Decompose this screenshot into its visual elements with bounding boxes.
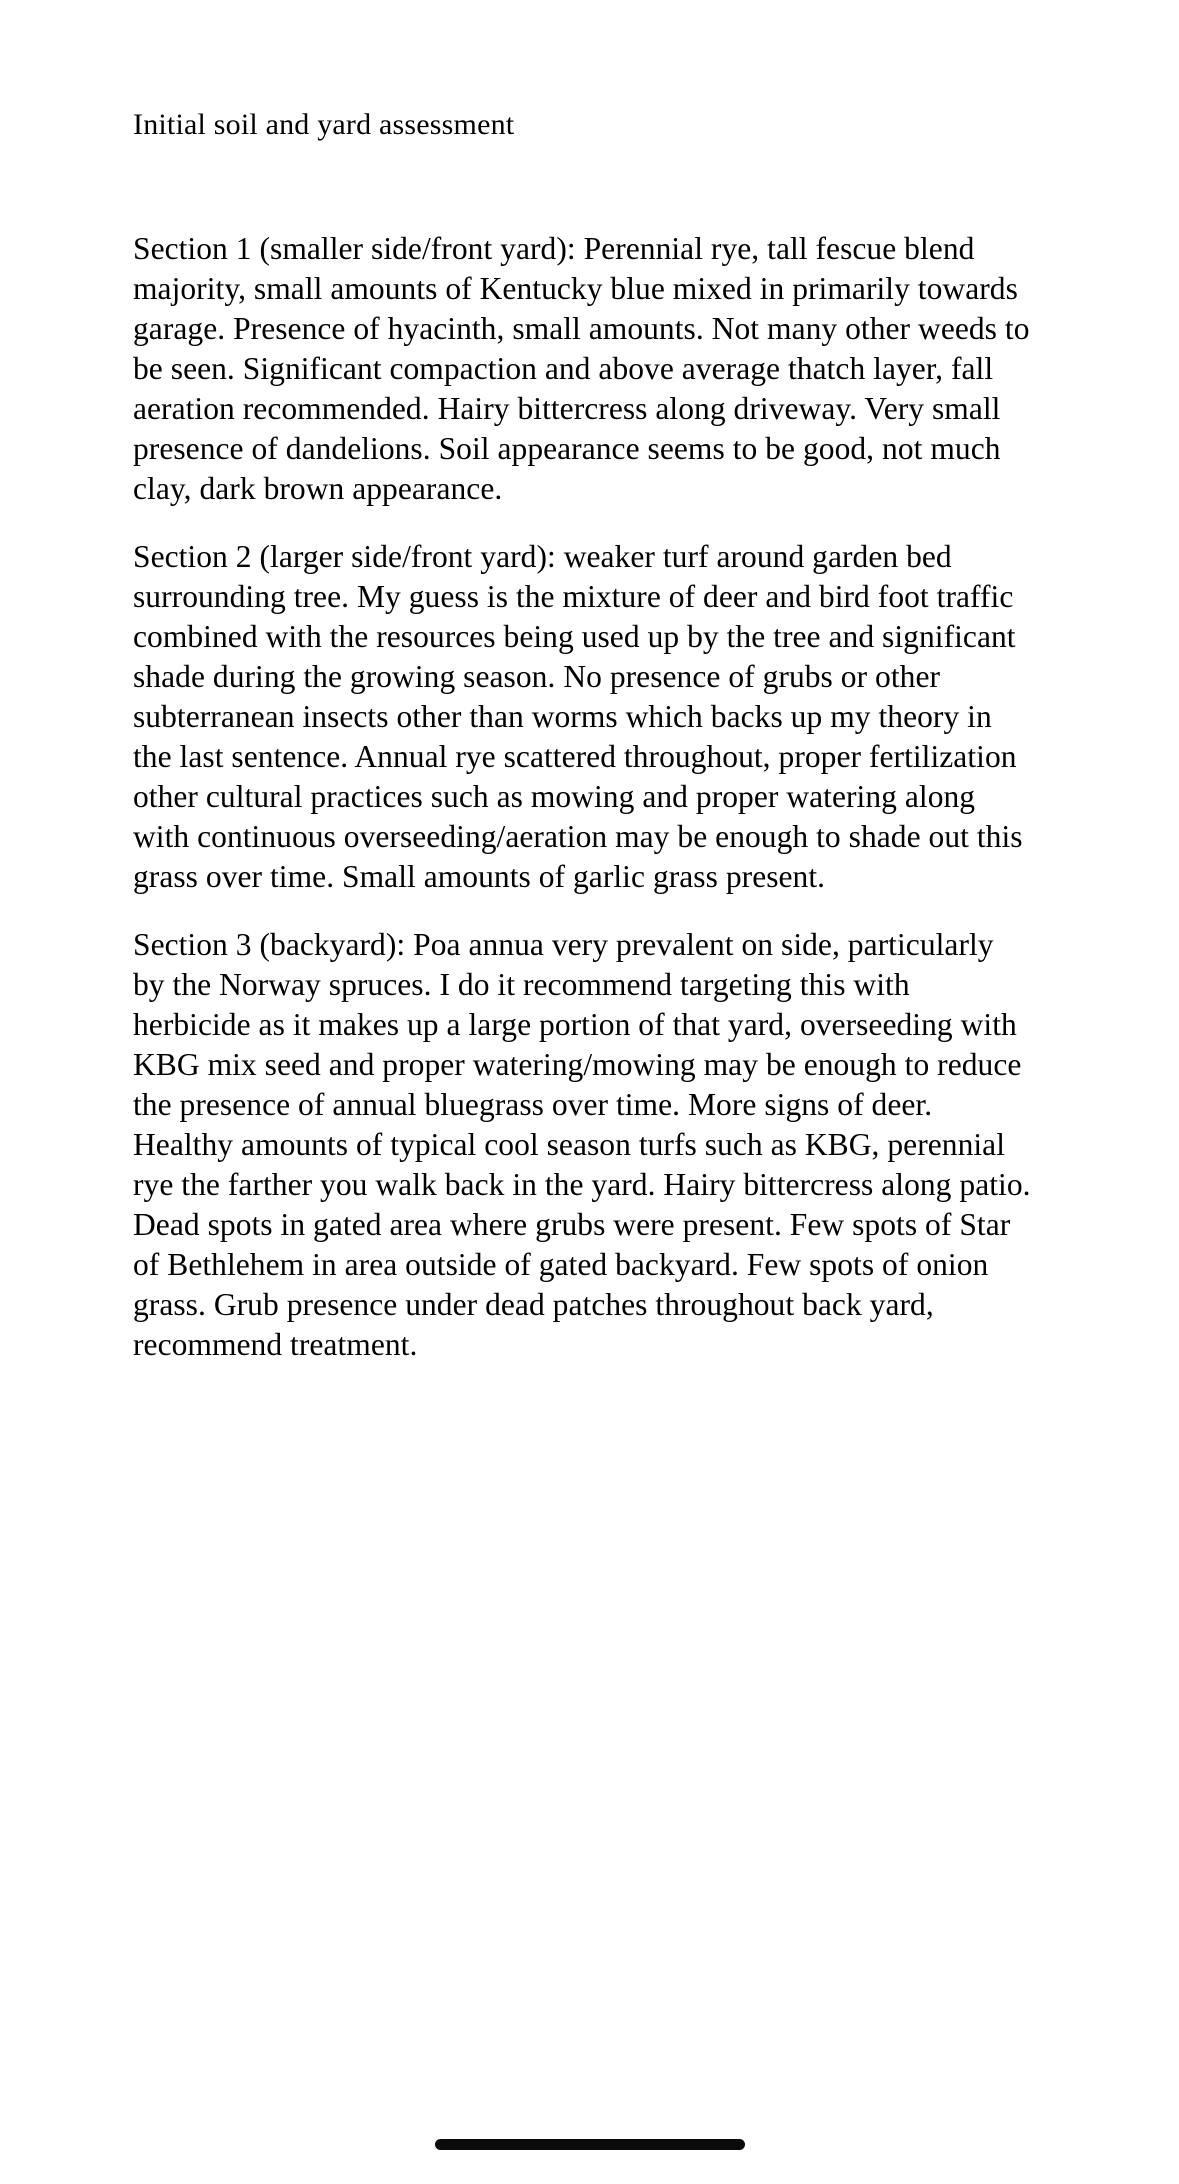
paragraph-section-2: Section 2 (larger side/front yard): weaker turf around garden bed surrounding tree. My guess is the mixture of deer and bird foot traffic combined with the resources being used up by the tree and significant shade during the growing season. No presence of grubs or other subterranean insects other than worms which backs up my theory in the last sentence. Annual rye scattered throughout, proper fertilization other cultural practices such as mowing and proper watering along with continuous overseeding/aeration may be enough to shade out this grass over time. Small amounts of garlic grass present.: [133, 539, 1023, 894]
document-body: [133, 105, 1033, 1365]
home-indicator[interactable]: [435, 2139, 745, 2150]
paragraph-section-3: Section 3 (backyard): Poa annua very prevalent on side, particularly by the Norway spruces. I do it recommend targeting this with herbicide as it makes up a large portion of that yard, overseeding with KBG mix seed and proper watering/mowing may be enough to reduce the presence of annual bluegrass over time. More signs of deer. Healthy amounts of typical cool season turfs such as KBG, perennial rye the farther you walk back in the yard. Hairy bittercress along patio. Dead spots in gated area where grubs were present. Few spots of Star of Bethlehem in area outside of gated backyard. Few spots of onion grass. Grub presence under dead patches throughout back yard, recommend treatment.: [133, 927, 1031, 1362]
page-title: Initial soil and yard assessment: [133, 108, 515, 141]
paragraph-section-1: Section 1 (smaller side/front yard): Perennial rye, tall fescue blend majority, small amounts of Kentucky blue mixed in primarily towards garage. Presence of hyacinth, small amounts. Not many other weeds to be seen. Significant compaction and above average thatch layer, fall aeration recommended. Hairy bittercress along driveway. Very small presence of dandelions. Soil appearance seems to be good, not much clay, dark brown appearance.: [133, 231, 1030, 506]
